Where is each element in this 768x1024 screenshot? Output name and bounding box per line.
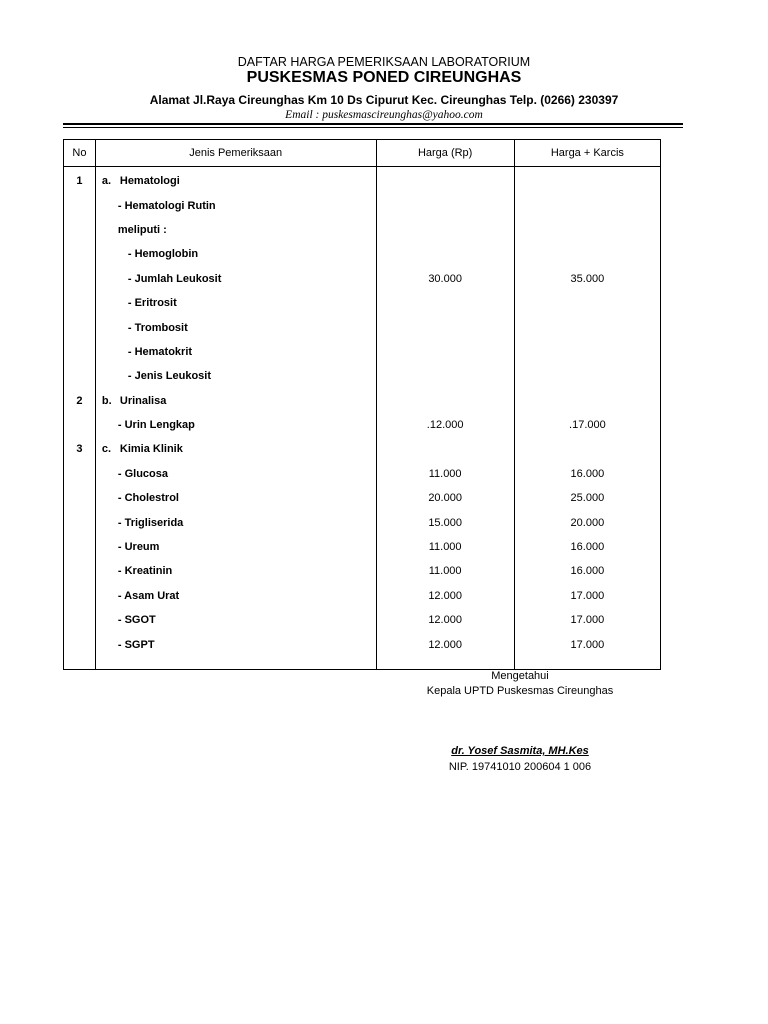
section-title <box>95 167 376 194</box>
signature-name: dr. Yosef Sasmita, MH.Kes <box>451 745 589 757</box>
section-label: Hematologi <box>119 175 180 188</box>
exam-name: - SGPT <box>95 632 376 670</box>
price-value: 11.000 <box>376 462 514 486</box>
table-row <box>64 193 661 217</box>
table-row <box>64 632 661 670</box>
document-title: DAFTAR HARGA PEMERIKSAAN LABORATORIUM <box>237 55 531 69</box>
exam-name: - SGOT <box>95 608 376 632</box>
price-with-ticket-value: 17.000 <box>514 608 660 632</box>
exam-name: - Asam Urat <box>95 584 376 608</box>
section-letter: a. <box>101 175 112 188</box>
price-with-ticket-value: 16.000 <box>514 462 660 486</box>
table-row <box>64 267 661 291</box>
exam-name: - Hematologi Rutin <box>95 193 376 217</box>
exam-name: - Urin Lengkap <box>95 413 376 437</box>
table-row <box>64 340 661 364</box>
table-row <box>64 486 661 510</box>
exam-name: - Cholestrol <box>95 486 376 510</box>
exam-name: - Ureum <box>95 535 376 559</box>
price-value: 20.000 <box>376 486 514 510</box>
section-title <box>95 437 376 461</box>
table-row <box>64 413 661 437</box>
exam-component: - Trombosit <box>95 315 376 339</box>
row-number: 3 <box>64 437 96 461</box>
exam-component: - Hematokrit <box>95 340 376 364</box>
table-row <box>64 608 661 632</box>
price-with-ticket-value: 17.000 <box>514 632 660 670</box>
table-header-row <box>64 140 661 167</box>
signature-position: Kepala UPTD Puskesmas Cireunghas <box>426 685 614 697</box>
exam-component: - Hemoglobin <box>95 242 376 266</box>
section-label: Kimia Klinik <box>119 443 183 456</box>
row-number: 2 <box>64 389 96 413</box>
column-header-jenis: Jenis Pemeriksaan <box>95 140 376 167</box>
price-value: .12.000 <box>376 413 514 437</box>
table-row <box>64 291 661 315</box>
table-row <box>64 242 661 266</box>
price-value: 11.000 <box>376 559 514 583</box>
exam-component: - Jenis Leukosit <box>95 364 376 388</box>
exam-name: - Kreatinin <box>95 559 376 583</box>
section-letter: b. <box>101 394 112 407</box>
column-header-harga: Harga (Rp) <box>376 140 514 167</box>
price-value: 12.000 <box>376 608 514 632</box>
institution-address: Alamat Jl.Raya Cireunghas Km 10 Ds Cipurut Kec. Cireunghas Telp. (0266) 230397 <box>149 93 619 107</box>
price-value: 12.000 <box>376 584 514 608</box>
table-row <box>64 510 661 534</box>
exam-name: - Trigliserida <box>95 510 376 534</box>
signature-nip: NIP. 19741010 200604 1 006 <box>448 761 592 773</box>
table-row <box>64 535 661 559</box>
price-with-ticket-value: 16.000 <box>514 535 660 559</box>
price-with-ticket-value: 35.000 <box>514 267 660 291</box>
table-row <box>64 584 661 608</box>
table-row <box>64 218 661 242</box>
price-value: 11.000 <box>376 535 514 559</box>
table-row <box>64 559 661 583</box>
price-value: 15.000 <box>376 510 514 534</box>
institution-name: PUSKESMAS PONED CIREUNGHAS <box>246 69 522 86</box>
section-label: Urinalisa <box>119 394 167 407</box>
exam-includes-label: meliputi : <box>95 218 376 242</box>
price-value: 30.000 <box>376 267 514 291</box>
exam-name: - Glucosa <box>95 462 376 486</box>
header-divider-thin <box>63 127 683 128</box>
table-row <box>64 364 661 388</box>
column-header-no: No <box>64 140 96 167</box>
price-table <box>63 139 661 670</box>
price-value: 12.000 <box>376 632 514 670</box>
column-header-karcis: Harga + Karcis <box>514 140 660 167</box>
section-title <box>95 389 376 413</box>
exam-component: - Eritrosit <box>95 291 376 315</box>
institution-email: Email : puskesmascireunghas@yahoo.com <box>285 109 483 121</box>
price-with-ticket-value: 16.000 <box>514 559 660 583</box>
section-letter: c. <box>101 443 112 456</box>
row-number: 1 <box>64 167 96 194</box>
price-with-ticket-value: .17.000 <box>514 413 660 437</box>
table-row <box>64 167 661 194</box>
header-divider-thick <box>63 123 683 125</box>
table-row <box>64 462 661 486</box>
price-with-ticket-value: 25.000 <box>514 486 660 510</box>
signature-acknowledged: Mengetahui <box>491 670 549 682</box>
table-row <box>64 315 661 339</box>
table-row <box>64 437 661 461</box>
exam-component: - Jumlah Leukosit <box>95 267 376 291</box>
table-row <box>64 389 661 413</box>
price-with-ticket-value: 20.000 <box>514 510 660 534</box>
price-with-ticket-value: 17.000 <box>514 584 660 608</box>
